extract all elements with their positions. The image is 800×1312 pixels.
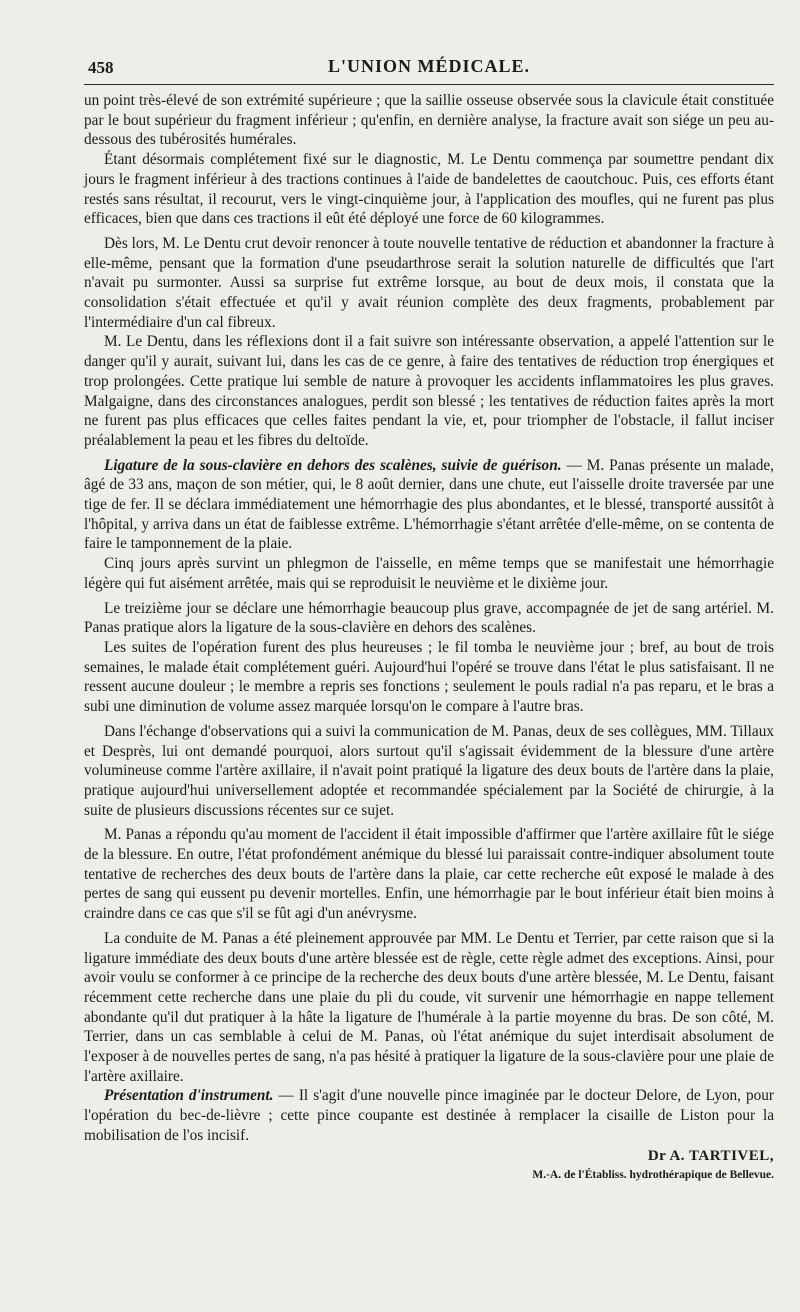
- paragraph: La conduite de M. Panas a été pleinement approuvée par MM. Le Dentu et Terrier, par cette raison que si la ligature immédiate des deux bouts d'une artère blessée est de règle, cette règle admet des exceptions. Ainsi, pour avoir voulu se conformer à ce principe de la recherche des deux bouts d'une artère blessée, M. Le Dentu, faisant récemment cette recherche dans une plaie du pli du coude, vit survenir une hémorrhagie en nappe tellement abondante qu'il dut pratiquer à la hâte la ligature de l'humérale à la partie moyenne du bras. De son côté, M. Terrier, dans un cas semblable à celui de M. Panas, où l'état anémique du sujet interdisait absolument de l'exposer à de nouvelles pertes de sang, n'a pas hésité à pratiquer la ligature de la sous-clavière pour une plaie de l'artère axillaire.: [84, 929, 774, 1085]
- article-body: [84, 91, 774, 1146]
- section-lead: — M. Panas présente un malade, âgé de 33 ans, maçon de son métier, qui, le 8 août dernier, dans une chute, eut l'aisselle droite traversée par une tige de fer. Il se déclara immédiatement une hémorrhagie des plus abondantes, et le blessé, transporté aussitôt à l'hôpital, y arriva dans un état de faiblesse extrême. L'hémorrhagie s'étant arrêtée d'elle-même, on se contenta de faire le tamponnement de la plaie.: [84, 456, 774, 553]
- paragraph: M. Panas a répondu qu'au moment de l'accident il était impossible d'affirmer que l'artère axillaire fût le siége de la blessure. En outre, l'état profondément anémique du blessé lui paraissait contre-indiquer absolument toute tentative de recherches des deux bouts de l'artère dans la plaie, car cette recherche eût exposé le malade à des pertes de sang qui eussent pu devenir mortelles. Enfin, une hémorrhagie par le bout inférieur était bien moins à craindre dans ce cas que s'il se fût agi d'un anévrysme.: [84, 826, 774, 923]
- paragraph: un point très-élevé de son extrémité supérieure ; que la saillie osseuse observée sous la clavicule était constituée par le bout supérieur du fragment inférieur ; qu'enfin, en dernière analyse, la fracture avait son siége un peu au-dessous des tubérosités humérales.: [84, 92, 774, 149]
- page-number: 458: [88, 58, 114, 77]
- paragraph: Dès lors, M. Le Dentu crut devoir renoncer à toute nouvelle tentative de réduction et abandonner la fracture à elle-même, pensant que la formation d'une pseudarthrose serait la solution naturelle de difficultés que l'art n'avait pu surmonter. Aussi sa surprise fut extrême lorsque, au bout de deux mois, il constata que la consolidation s'était effectuée et qu'il y avait réunion complète des deux fragments, probablement par l'intermédiaire d'un cal fibreux.: [84, 234, 774, 331]
- section-heading: Ligature de la sous-clavière en dehors des scalènes, suivie de guérison.: [104, 456, 562, 474]
- page-header: [84, 54, 774, 85]
- paragraph: M. Le Dentu, dans les réflexions dont il a fait suivre son intéressante observation, a appelé l'attention sur le danger qu'il y aurait, suivant lui, dans les cas de ce genre, à faire des tentatives de réduction trop énergiques et trop prolongées. Cette pratique lui semble de nature à provoquer les accidents inflammatoires les plus graves. Malgaigne, dans des circonstances analogues, perdit son blessé ; les tentatives de réduction faites après la mort ne furent pas plus efficaces que celles faites pendant la vie, et, pour triompher de l'obstacle, il fallut inciser préalablement la peau et les fibres du deltoïde.: [84, 333, 774, 449]
- journal-title: L'UNION MÉDICALE.: [327, 56, 531, 76]
- section-lead: — Il s'agit d'une nouvelle pince imaginée par le docteur Delore, de Lyon, pour l'opération du bec-de-lièvre ; cette pince coupante est destinée à remplacer la cisaille de Liston pour la mobilisation de l'os incisif.: [84, 1087, 774, 1144]
- author-signature: Dr A. TARTIVEL,: [647, 1147, 774, 1164]
- section-ligature: [84, 456, 774, 555]
- section-heading: Présentation d'instrument.: [104, 1087, 274, 1105]
- paragraph: Étant désormais complétement fixé sur le diagnostic, M. Le Dentu commença par soumettre pendant dix jours le fragment inférieur à des tractions continues à l'aide de bandelettes de caoutchouc. Puis, ces efforts étant restés sans résultat, il recourut, vers le vingt-cinquième jour, à l'application des moufles, qui ne furent pas plus efficaces, bien que dans ces tractions il eût été déployé une force de 60 kilogrammes.: [84, 151, 774, 228]
- paragraph: Le treizième jour se déclare une hémorrhagie beaucoup plus grave, accompagnée de jet de sang artériel. M. Panas pratique alors la ligature de la sous-clavière en dehors des scalènes.: [84, 599, 774, 637]
- paragraph: Dans l'échange d'observations qui a suivi la communication de M. Panas, deux de ses collègues, MM. Tillaux et Desprès, lui ont demandé pourquoi, alors surtout qu'il s'agissait évidemment de la blessure d'une artère volumineuse comme l'artère axillaire, il n'avait point pratiqué la ligature des deux bouts de l'artère dans la plaie, pratique aujourd'hui universellement adoptée et recommandée spécialement par la Société de chirurgie, à la suite de plusieurs discussions récentes sur ce sujet.: [84, 722, 774, 819]
- signature-block: [84, 1148, 774, 1181]
- section-instrument: [84, 1086, 774, 1145]
- paragraph: Les suites de l'opération furent des plus heureuses ; le fil tomba le neuvième jour ; bref, au bout de trois semaines, le malade était complétement guéri. Aujourd'hui l'opéré se trouve dans l'état le plus satisfaisant. Il ne ressent aucune douleur ; le membre a repris ses fonctions ; seulement le pouls radial n'a pas reparu, et le bras a subi une diminution de volume assez marquée lorsqu'on le compare à l'autre bras.: [84, 638, 774, 716]
- author-affiliation: M.-A. de l'Établiss. hydrothérapique de Bellevue.: [532, 1168, 774, 1181]
- paragraph: Cinq jours après survint un phlegmon de l'aisselle, en même temps que se manifestait une hémorrhagie légère qui fut aisément arrêtée, mais qui se reproduisit le neuvième et le dixième jour.: [84, 555, 774, 592]
